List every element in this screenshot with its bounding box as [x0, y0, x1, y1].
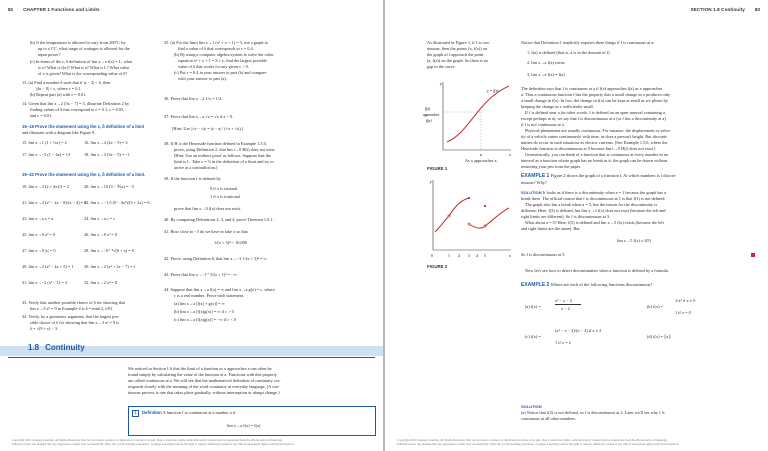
- exercise-40: 40. By comparing Definitions 2, 3, and 4, prove Theorem 1.6.1.: [164, 217, 274, 222]
- exercise-17: 17. lim x→−3 (1 − 4x) = 13: [22, 152, 71, 157]
- exercise-line: prove that lim x→0 f(x) does not exist.: [174, 206, 242, 211]
- exercise-24: 24. lim x→a c = c: [84, 216, 116, 221]
- exercise-range-text: 15–18 Prove the statement using the ε, δ definition of a limit: [22, 124, 145, 129]
- exercise-43: 43. Prove that lim x→−1⁺ 5/(x + 1)³ = −∞.: [164, 272, 238, 277]
- exercise-line: is x? What is f(x)? What is a? What is L? What value: [38, 65, 130, 70]
- copyright-footer: [397, 438, 679, 446]
- paragraph-line: if f is not continuous at a.: [521, 122, 565, 127]
- fig1-fa-label: f(a): [426, 119, 432, 123]
- graph-segment: [435, 216, 449, 232]
- figure-2-label: FIGURE 2: [427, 264, 448, 269]
- exercise-line: value of δ that works for any given ε > 0.: [178, 64, 249, 69]
- section-title: [28, 343, 85, 352]
- fig2-tick: 3: [468, 254, 470, 258]
- margin-note-line: (a, f(a)) on the graph. So there is no: [427, 58, 489, 63]
- exercise-22: 22. lim x→−1.5 (9 − 4x²)/(3 + 2x) = 6: [84, 200, 150, 205]
- exercise-line: limit is L. Take ε = ½ in the definition of a limit and try to: [174, 159, 274, 164]
- exercise-19: 19. lim x→3 (2 + 4x)/3 = 2: [22, 184, 69, 189]
- fig1-y-label: y: [440, 81, 442, 86]
- graph-segment: [469, 224, 485, 228]
- definition-label: Definition: [142, 410, 162, 415]
- margin-note-line: As illustrated in Figure 1, if f is con-: [427, 40, 490, 45]
- exercise-line: [Hint: Use an indirect proof as follows. Suppose that the: [174, 153, 271, 158]
- paragraph-line: tinuous process is one that takes place gradually, without interruption or abrupt change.): [128, 390, 280, 395]
- section-number: 1.8: [28, 343, 40, 352]
- piecewise-case: 0 if x is rational: [210, 186, 238, 191]
- piecewise-case: 1/x² if x ≠ 0: [675, 298, 696, 303]
- left-page-number: 82: [8, 7, 14, 12]
- exercise-range-text: 19–32 Prove the statement using the ε, δ definition of a limit.: [22, 172, 146, 177]
- figure-1-note: As x approaches a,: [465, 158, 498, 163]
- exercise-34: 34. Verify, by a geometric argument, that the largest pos-: [22, 314, 120, 319]
- exercise-line: equation x³ + x + 1 = 3 + ε, find the largest possible: [178, 58, 267, 63]
- paragraph-line: The definition says that f is continuous at a if f(x) approaches f(a) as x approaches: [521, 86, 663, 91]
- exercise-line: |4x − 8| < ε, where ε = 0.1.: [36, 86, 82, 91]
- example-1-heading: [521, 173, 676, 179]
- exercise-line: lim x→3 x² = 9 in Example 4 is δ = min{2, ε/8}.: [30, 306, 114, 311]
- example-2-text: Where are each of the following functions discontinuous?: [550, 282, 653, 287]
- paragraph-line: Physical phenomena are usually continuous. For instance, the displacement or veloc-: [525, 128, 672, 133]
- right-page-header: [691, 7, 760, 12]
- exercise-21: 21. lim x→4 (x² − 2x − 8)/(x − 4) = 6: [22, 200, 87, 205]
- requirement-1: 1. f(a) is defined (that is, a is in the domain of f): [527, 50, 610, 55]
- paragraph-line: different. Here, f(3) is defined, but lim x→3 f(x) does not exist (because the left and: [521, 208, 666, 213]
- exercise-range-heading: [22, 172, 145, 178]
- exercise-line: with your answer to part (a).: [178, 76, 227, 81]
- closed-point: [468, 197, 470, 199]
- exercise-39: 39. If the function f is defined by: [164, 176, 221, 181]
- paragraph-line: continuous at all other numbers.: [521, 416, 577, 421]
- figure-1-label: FIGURE 1: [427, 166, 448, 171]
- paragraph-line: responds closely with the meaning of the word continuity in everyday language. (A con-: [128, 384, 280, 389]
- exercise-line: up to ±1°C, what range of wattages is allowed for the: [38, 46, 130, 51]
- paragraph-line: We noticed in Section 1.6 that the limit of a function as x approaches a can often be: [128, 366, 272, 371]
- fig2-tick: 4: [476, 254, 478, 258]
- paragraph-line: So f is discontinuous at 5.: [521, 252, 566, 257]
- exercise-36: 36. Prove that lim x→2 1/x = 1/2.: [164, 96, 223, 101]
- exercise-35: 35. (a) For the limit lim x→1 (x³ + x + 1) = 3, use a graph to: [164, 40, 268, 45]
- graph-segment: [485, 208, 509, 226]
- fig2-tick: 1: [448, 254, 450, 258]
- paragraph-line: Geometrically, you can think of a function that is continuous at every number in an: [525, 152, 668, 157]
- display-equation: 1/(x + 3)⁴ > 10,000: [214, 240, 247, 245]
- fig1-fx-label: f(x): [425, 107, 431, 111]
- exercise-37: 37. Prove that lim x→a √x = √a if a > 0.: [164, 114, 234, 119]
- paragraph-line: If f is defined near a (in other words, f is defined on an open interval containing a,: [525, 110, 666, 115]
- solution-2-label: SOLUTION: [521, 404, 542, 409]
- paragraph-line: right limits are different). So f is discontinuous at 3.: [521, 214, 611, 219]
- part-a-label: (a) f(x) =: [525, 304, 541, 309]
- fraction-bar: [555, 304, 581, 305]
- continuous-curve: [447, 86, 509, 142]
- exercise-14: 14. Given that lim x→2 (5x − 7) = 3, illustrate Definition 2 by: [22, 101, 130, 106]
- exercise-line: of ε is given? What is the corresponding value of δ?: [38, 71, 128, 76]
- exercise-line: (c) lim x→a [f(x)g(x)] = −∞ if c < 0: [174, 317, 236, 322]
- margin-note-line: gap in the curve.: [427, 64, 456, 69]
- paragraph-line: Now let's see how to detect discontinuities when a function is defined by a formula.: [525, 268, 669, 273]
- example-2-label: EXAMPLE 2: [521, 282, 550, 288]
- piecewise-case: 1 if x = 2: [555, 340, 571, 345]
- fig1-curve-label: y = f(x): [487, 89, 499, 93]
- footer-line: Editorial review has deemed that any suppressed content does not materially affect the overall learning experience. Cengage Learning reserves the right to remove additional content at any time if subsequent rights restrictions require it.: [12, 442, 295, 446]
- fig2-tick: 2: [458, 254, 460, 258]
- piecewise-case: 1 if x is irrational: [210, 194, 240, 199]
- exercise-15: 15. lim x→1 (1 + ⅓x) = 2: [22, 140, 67, 145]
- open-point: [468, 223, 470, 225]
- closed-point: [484, 205, 486, 207]
- footer-line: Copyright 2016 Cengage Learning. All Rights Reserved. May not be copied, scanned, or duplicated, in whole or in part. Due to electronic rights, some third party content may be suppressed from the eBook and/or eChapter(s).: [12, 438, 283, 442]
- exercise-range-heading: [22, 124, 144, 130]
- part-a-denominator: x − 2: [561, 306, 570, 311]
- fig1-approaches: approaches: [423, 113, 440, 117]
- section-header: SECTION 1.8 Continuity: [690, 7, 745, 12]
- exercise-41: 41. How close to −3 do we have to take x so that: [164, 229, 248, 234]
- piecewise-case: (x² − x − 2)/(x − 2) if x ≠ 2: [555, 328, 602, 333]
- left-page: [0, 0, 383, 451]
- fig2-tick: 0: [431, 254, 433, 258]
- section-name: Continuity: [45, 343, 85, 352]
- paragraph-line: What about a = 5? Here, f(5) is defined and lim x→5 f(x) exists (because the left: [525, 220, 664, 225]
- copyright-footer: [12, 438, 294, 446]
- exercise-28: 28. lim x→−6⁺ ⁸√(6 + x) = 0: [84, 248, 134, 253]
- exercise-line: prove, using Definition 2, that lim t→0 H(t) does not exist.: [174, 147, 276, 152]
- fig2-tick: 5: [484, 254, 486, 258]
- paragraph-line: Heaviside function is discontinuous at 0 because lim t→0 H(t) does not exist.]: [521, 146, 656, 151]
- exercise-line: (c) Put ε = 0.4 in your answer to part (b) and compare: [174, 70, 267, 75]
- exercise-44: 44. Suppose that lim x→a f(x) = ∞ and lim x→a g(x) = c, where: [164, 287, 275, 292]
- exercise-18: 18. lim x→3 (3x − 5) = −1: [84, 152, 130, 157]
- example-2-heading: [521, 282, 652, 288]
- solution-text: It looks as if there is a discontinuity when a = 1 because the graph has a: [542, 190, 666, 195]
- right-page: [385, 0, 768, 451]
- exercise-20: 20. lim x→10 (3 − ⅘x) = −5: [84, 184, 135, 189]
- fig2-x-label: x: [509, 253, 511, 258]
- footer-line: Copyright 2016 Cengage Learning. All Rights Reserved. May not be copied, scanned, or duplicated, in whole or in part. Due to electronic rights, some third party content may be suppressed from the eBook and/or eChapter(s).: [397, 438, 668, 442]
- exercise-30: 30. lim x→2 (x² + 2x − 7) = 1: [84, 264, 136, 269]
- exercise-27: 27. lim x→0 |x| = 0: [22, 248, 56, 253]
- paragraph-line: break there. The official reason that f is discontinuous at 1 is that f(1) is not defined.: [521, 196, 666, 201]
- piecewise-case: 1 if x = 0: [675, 310, 691, 315]
- exercise-33: 33. Verify that another possible choice of δ for showing that: [22, 300, 126, 305]
- graph-segment: [449, 198, 469, 216]
- part-a-numerator: x² − x − 2: [555, 298, 572, 303]
- paragraph-line: (a) Notice that f(2) is not defined, so f is discontinuous at 2. Later we'll see why f is: [521, 410, 665, 415]
- exercise-line: finding values of δ that correspond to ε = 0.1, ε = 0.05,: [30, 107, 125, 112]
- requirement-2: 2. lim x→a f(x) exists: [527, 60, 565, 65]
- definition-heading: [132, 410, 235, 417]
- margin-note-line: tinuous, then the points (x, f(x)) on: [427, 46, 488, 51]
- exercise-29: 29. lim x→2 (x² − 4x + 5) = 1: [22, 264, 74, 269]
- paragraph-line: except perhaps at a), we say that f is discontinuous at a (or f has a discontinuity at a): [521, 116, 666, 121]
- definition-number: 1: [132, 410, 139, 417]
- exercise-25: 25. lim x→0 x² = 0: [22, 232, 56, 237]
- exercise-line: input power?: [38, 52, 61, 57]
- fig1-a-label: a: [480, 152, 482, 157]
- section-rule: [8, 357, 375, 358]
- paragraph-line: a. Thus a continuous function f has the property that a small change in x produces only: [521, 92, 671, 97]
- paragraph-line: The graph also has a break when a = 3, but the reason for the discontinuity is: [525, 202, 658, 207]
- exercise-line: and ε = 0.01.: [30, 113, 53, 118]
- display-equation: lim x→5 f(x) ≠ f(5): [617, 238, 651, 243]
- fig2-y-label: y: [430, 179, 432, 184]
- exercise-hint: [Hint: Use |√x − √a| = |x − a| / (√x + √a).]: [172, 126, 244, 131]
- paragraph-line: a small change in f(x). In fact, the change in f(x) can be kept as small as we please by: [521, 98, 668, 103]
- example-1-text: Figure 2 shows the graph of a function f. At which numbers is f discon-: [550, 173, 677, 178]
- definition-text: A function f is continuous at a number a if: [162, 410, 236, 415]
- solution-1-line: [521, 190, 666, 196]
- paragraph-line: found simply by calculating the value of the function at a. Functions with this property: [128, 372, 278, 377]
- footer-line: Editorial review has deemed that any suppressed content does not materially affect the overall learning experience. Cengage Learning reserves the right to remove additional content at any time if subsequent rights restrictions require it.: [397, 442, 680, 446]
- paragraph-line: nuities do occur in such situations as electric currents. [See Example 1.5.6, where the: [521, 140, 668, 145]
- part-b-label: (b) f(x) =: [647, 304, 664, 309]
- exercise-line: (b) If the temperature is allowed to vary from 200°C by: [30, 40, 126, 45]
- figure-2-graph: [423, 176, 515, 260]
- exercise-line: c is a real number. Prove each statement.: [174, 293, 245, 298]
- part-c-label: (c) f(x) =: [525, 334, 541, 339]
- left-page-header: [8, 7, 100, 12]
- paragraph-line: are called continuous at a. We will see that the mathematical definition of continuity cor-: [128, 378, 281, 383]
- chapter-title: CHAPTER 1 Functions and Limits: [23, 7, 100, 12]
- example-1-label: EXAMPLE 1: [521, 173, 550, 179]
- part-d: (d) f(x) = ⟦x⟧: [647, 334, 671, 339]
- exercise-line: (b) By using a computer algebra system to solve the cubic: [174, 52, 274, 57]
- paragraph-line: Notice that Definition 1 implicitly requires three things if f is continuous at a:: [521, 40, 655, 45]
- exercise-line: (c) In terms of the ε, δ definition of lim x→a f(x) = L, what: [30, 59, 132, 64]
- solution-label: SOLUTION: [521, 190, 542, 195]
- paragraph-line: keeping the change in x sufficiently small.: [521, 104, 594, 109]
- exercise-line: sible choice of δ for showing that lim x→3 x² = 9 is: [30, 320, 120, 325]
- figure-1-graph: [425, 78, 513, 158]
- definition-box: [128, 406, 376, 436]
- margin-note-line: the graph of f approach the point: [427, 52, 484, 57]
- exercise-31: 31. lim x→−2 (x² − 1) = 3: [22, 280, 68, 285]
- exercise-42: 42. Prove, using Definition 6, that lim x→−3 1/(x + 3)⁴ = ∞.: [164, 256, 268, 261]
- paragraph-line: removing your pen from the paper.: [521, 164, 581, 169]
- exercise-line: (a) lim x→a [f(x) + g(x)] = ∞: [174, 301, 225, 306]
- requirement-3: 3. lim x→a f(x) = f(a): [527, 72, 565, 77]
- paragraph-line: and right limits are the same). But: [521, 226, 580, 231]
- paragraph-line: ity of a vehicle varies continuously with time, as does a person's height. But disconti-: [521, 134, 668, 139]
- exercise-line: arrive at a contradiction.]: [174, 165, 218, 170]
- exercise-23: 23. lim x→a x = a: [22, 216, 54, 221]
- fig1-x-label: x: [509, 152, 511, 157]
- exercise-line: δ = √(9 + ε) − 3.: [30, 326, 59, 331]
- paragraph-line: interval as a function whose graph has no break in it: the graph can be drawn without: [521, 158, 668, 163]
- exercise-line: (b) lim x→a [f(x)g(x)] = ∞ if c > 0: [174, 309, 234, 314]
- end-of-example-mark: [751, 253, 755, 257]
- exercise-38: 38. If H is the Heaviside function defined in Example 1.5.6,: [164, 141, 267, 146]
- exercise-13: 13. (a) Find a number δ such that if |x − 2| < δ, then: [22, 80, 111, 85]
- exercise-16: 16. lim x→4 (2x − 5) = 3: [84, 140, 128, 145]
- exercise-line: (b) Repeat part (a) with ε = 0.01.: [30, 92, 87, 97]
- exercise-32: 32. lim x→2 x³ = 8: [84, 280, 118, 285]
- exercise-line: find a value of δ that corresponds to ε = 0.4.: [178, 46, 254, 51]
- paragraph-line: tinuous? Why?: [521, 180, 547, 185]
- right-page-number: 83: [754, 7, 760, 12]
- exercise-26: 26. lim x→0 x³ = 0: [84, 232, 118, 237]
- exercise-line: and illustrate with a diagram like Figure 9.: [22, 130, 96, 135]
- definition-equation: lim x→a f(x) = f(a): [227, 423, 261, 428]
